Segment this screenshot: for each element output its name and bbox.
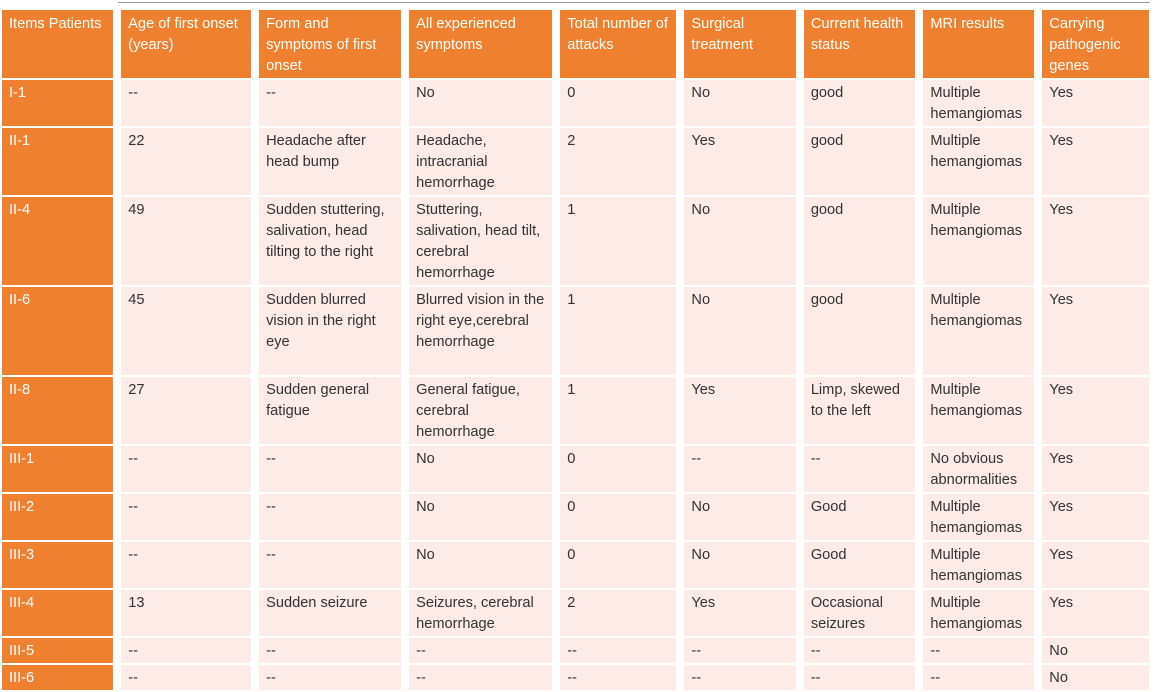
cell-surgical: No [684, 197, 795, 285]
cell-attacks: 0 [560, 542, 676, 588]
cell-mri: No obvious abnormalities [923, 446, 1034, 492]
cell-all-symptoms: Stuttering, salivation, head tilt, cerebral hemorrhage [409, 197, 552, 285]
row-id: III-5 [2, 638, 113, 663]
cell-age: 22 [121, 128, 251, 195]
header-genes: Carrying pathogenic genes [1042, 10, 1149, 78]
cell-health: -- [804, 638, 916, 663]
cell-first-onset: -- [259, 542, 401, 588]
cell-genes: No [1042, 665, 1149, 690]
header-surgical: Surgical treatment [684, 10, 795, 78]
cell-first-onset: -- [259, 665, 401, 690]
cell-age: 45 [121, 287, 251, 375]
cell-age: 27 [121, 377, 251, 444]
header-mri: MRI results [923, 10, 1034, 78]
row-id: III-1 [2, 446, 113, 492]
cell-mri: Multiple hemangiomas [923, 128, 1034, 195]
table-body [2, 80, 1149, 690]
cell-mri: Multiple hemangiomas [923, 287, 1034, 375]
row-id: I-1 [2, 80, 113, 126]
cell-genes: Yes [1042, 590, 1149, 636]
cell-all-symptoms: Seizures, cerebral hemorrhage [409, 590, 552, 636]
cell-first-onset: Headache after head bump [259, 128, 401, 195]
cell-all-symptoms: No [409, 494, 552, 540]
cell-genes: Yes [1042, 197, 1149, 285]
row-id: II-4 [2, 197, 113, 285]
top-rule [118, 2, 1150, 3]
cell-age: -- [121, 80, 251, 126]
cell-age: 13 [121, 590, 251, 636]
row-id: III-2 [2, 494, 113, 540]
cell-first-onset: -- [259, 80, 401, 126]
cell-attacks: -- [560, 638, 676, 663]
header-all-symptoms: All experienced symptoms [409, 10, 552, 78]
row-id: II-6 [2, 287, 113, 375]
table-row [2, 197, 1149, 285]
table-row [2, 446, 1149, 492]
cell-attacks: 1 [560, 197, 676, 285]
cell-surgical: Yes [684, 590, 795, 636]
cell-all-symptoms: Blurred vision in the right eye,cerebral hemorrhage [409, 287, 552, 375]
cell-all-symptoms: -- [409, 665, 552, 690]
cell-health: Good [804, 542, 916, 588]
cell-first-onset: Sudden general fatigue [259, 377, 401, 444]
cell-mri: Multiple hemangiomas [923, 590, 1034, 636]
table-row [2, 80, 1149, 126]
cell-genes: Yes [1042, 287, 1149, 375]
cell-mri: Multiple hemangiomas [923, 494, 1034, 540]
cell-surgical: No [684, 287, 795, 375]
cell-age: 49 [121, 197, 251, 285]
cell-genes: Yes [1042, 542, 1149, 588]
cell-surgical: -- [684, 638, 795, 663]
cell-surgical: -- [684, 446, 795, 492]
cell-surgical: No [684, 80, 795, 126]
cell-health: Good [804, 494, 916, 540]
cell-health: -- [804, 665, 916, 690]
cell-attacks: 1 [560, 287, 676, 375]
cell-attacks: 1 [560, 377, 676, 444]
cell-genes: Yes [1042, 494, 1149, 540]
cell-health: good [804, 287, 916, 375]
table-row [2, 287, 1149, 375]
cell-mri: Multiple hemangiomas [923, 197, 1034, 285]
cell-first-onset: Sudden seizure [259, 590, 401, 636]
cell-mri: -- [923, 638, 1034, 663]
row-id: III-6 [2, 665, 113, 690]
cell-attacks: 0 [560, 494, 676, 540]
cell-surgical: -- [684, 665, 795, 690]
cell-health: -- [804, 446, 916, 492]
cell-surgical: Yes [684, 377, 795, 444]
cell-health: good [804, 80, 916, 126]
cell-attacks: 2 [560, 590, 676, 636]
cell-health: good [804, 197, 916, 285]
row-id: III-4 [2, 590, 113, 636]
cell-all-symptoms: General fatigue, cerebral hemorrhage [409, 377, 552, 444]
cell-age: -- [121, 542, 251, 588]
header-patient: Items Patients [2, 10, 113, 78]
cell-first-onset: -- [259, 638, 401, 663]
header-age-onset: Age of first onset (years) [121, 10, 251, 78]
cell-age: -- [121, 494, 251, 540]
cell-all-symptoms: No [409, 446, 552, 492]
cell-genes: Yes [1042, 80, 1149, 126]
table-row [2, 638, 1149, 663]
cell-mri: Multiple hemangiomas [923, 377, 1034, 444]
cell-health: Occasional seizures [804, 590, 916, 636]
cell-all-symptoms: No [409, 542, 552, 588]
cell-mri: Multiple hemangiomas [923, 542, 1034, 588]
row-id: III-3 [2, 542, 113, 588]
patients-table [0, 8, 1157, 692]
table-row [2, 542, 1149, 588]
cell-mri: -- [923, 665, 1034, 690]
cell-genes: Yes [1042, 377, 1149, 444]
cell-mri: Multiple hemangiomas [923, 80, 1034, 126]
cell-surgical: Yes [684, 128, 795, 195]
row-id: II-1 [2, 128, 113, 195]
header-attacks: Total number of attacks [560, 10, 676, 78]
cell-first-onset: -- [259, 494, 401, 540]
cell-age: -- [121, 446, 251, 492]
table-header [2, 10, 1149, 78]
cell-attacks: 0 [560, 80, 676, 126]
cell-health: Limp, skewed to the left [804, 377, 916, 444]
cell-attacks: 0 [560, 446, 676, 492]
cell-age: -- [121, 665, 251, 690]
row-id: II-8 [2, 377, 113, 444]
table-row [2, 377, 1149, 444]
cell-health: good [804, 128, 916, 195]
header-health-status: Current health status [804, 10, 916, 78]
cell-attacks: -- [560, 665, 676, 690]
cell-genes: No [1042, 638, 1149, 663]
cell-attacks: 2 [560, 128, 676, 195]
cell-all-symptoms: No [409, 80, 552, 126]
header-row [2, 10, 1149, 78]
cell-surgical: No [684, 494, 795, 540]
table-row [2, 128, 1149, 195]
cell-genes: Yes [1042, 128, 1149, 195]
table-row [2, 665, 1149, 690]
cell-all-symptoms: -- [409, 638, 552, 663]
header-first-onset-form: Form and symptoms of first onset [259, 10, 401, 78]
table-row [2, 494, 1149, 540]
cell-age: -- [121, 638, 251, 663]
cell-surgical: No [684, 542, 795, 588]
cell-all-symptoms: Headache, intracranial hemorrhage [409, 128, 552, 195]
cell-genes: Yes [1042, 446, 1149, 492]
cell-first-onset: -- [259, 446, 401, 492]
cell-first-onset: Sudden stuttering, salivation, head tilting to the right [259, 197, 401, 285]
table-row [2, 590, 1149, 636]
cell-first-onset: Sudden blurred vision in the right eye [259, 287, 401, 375]
